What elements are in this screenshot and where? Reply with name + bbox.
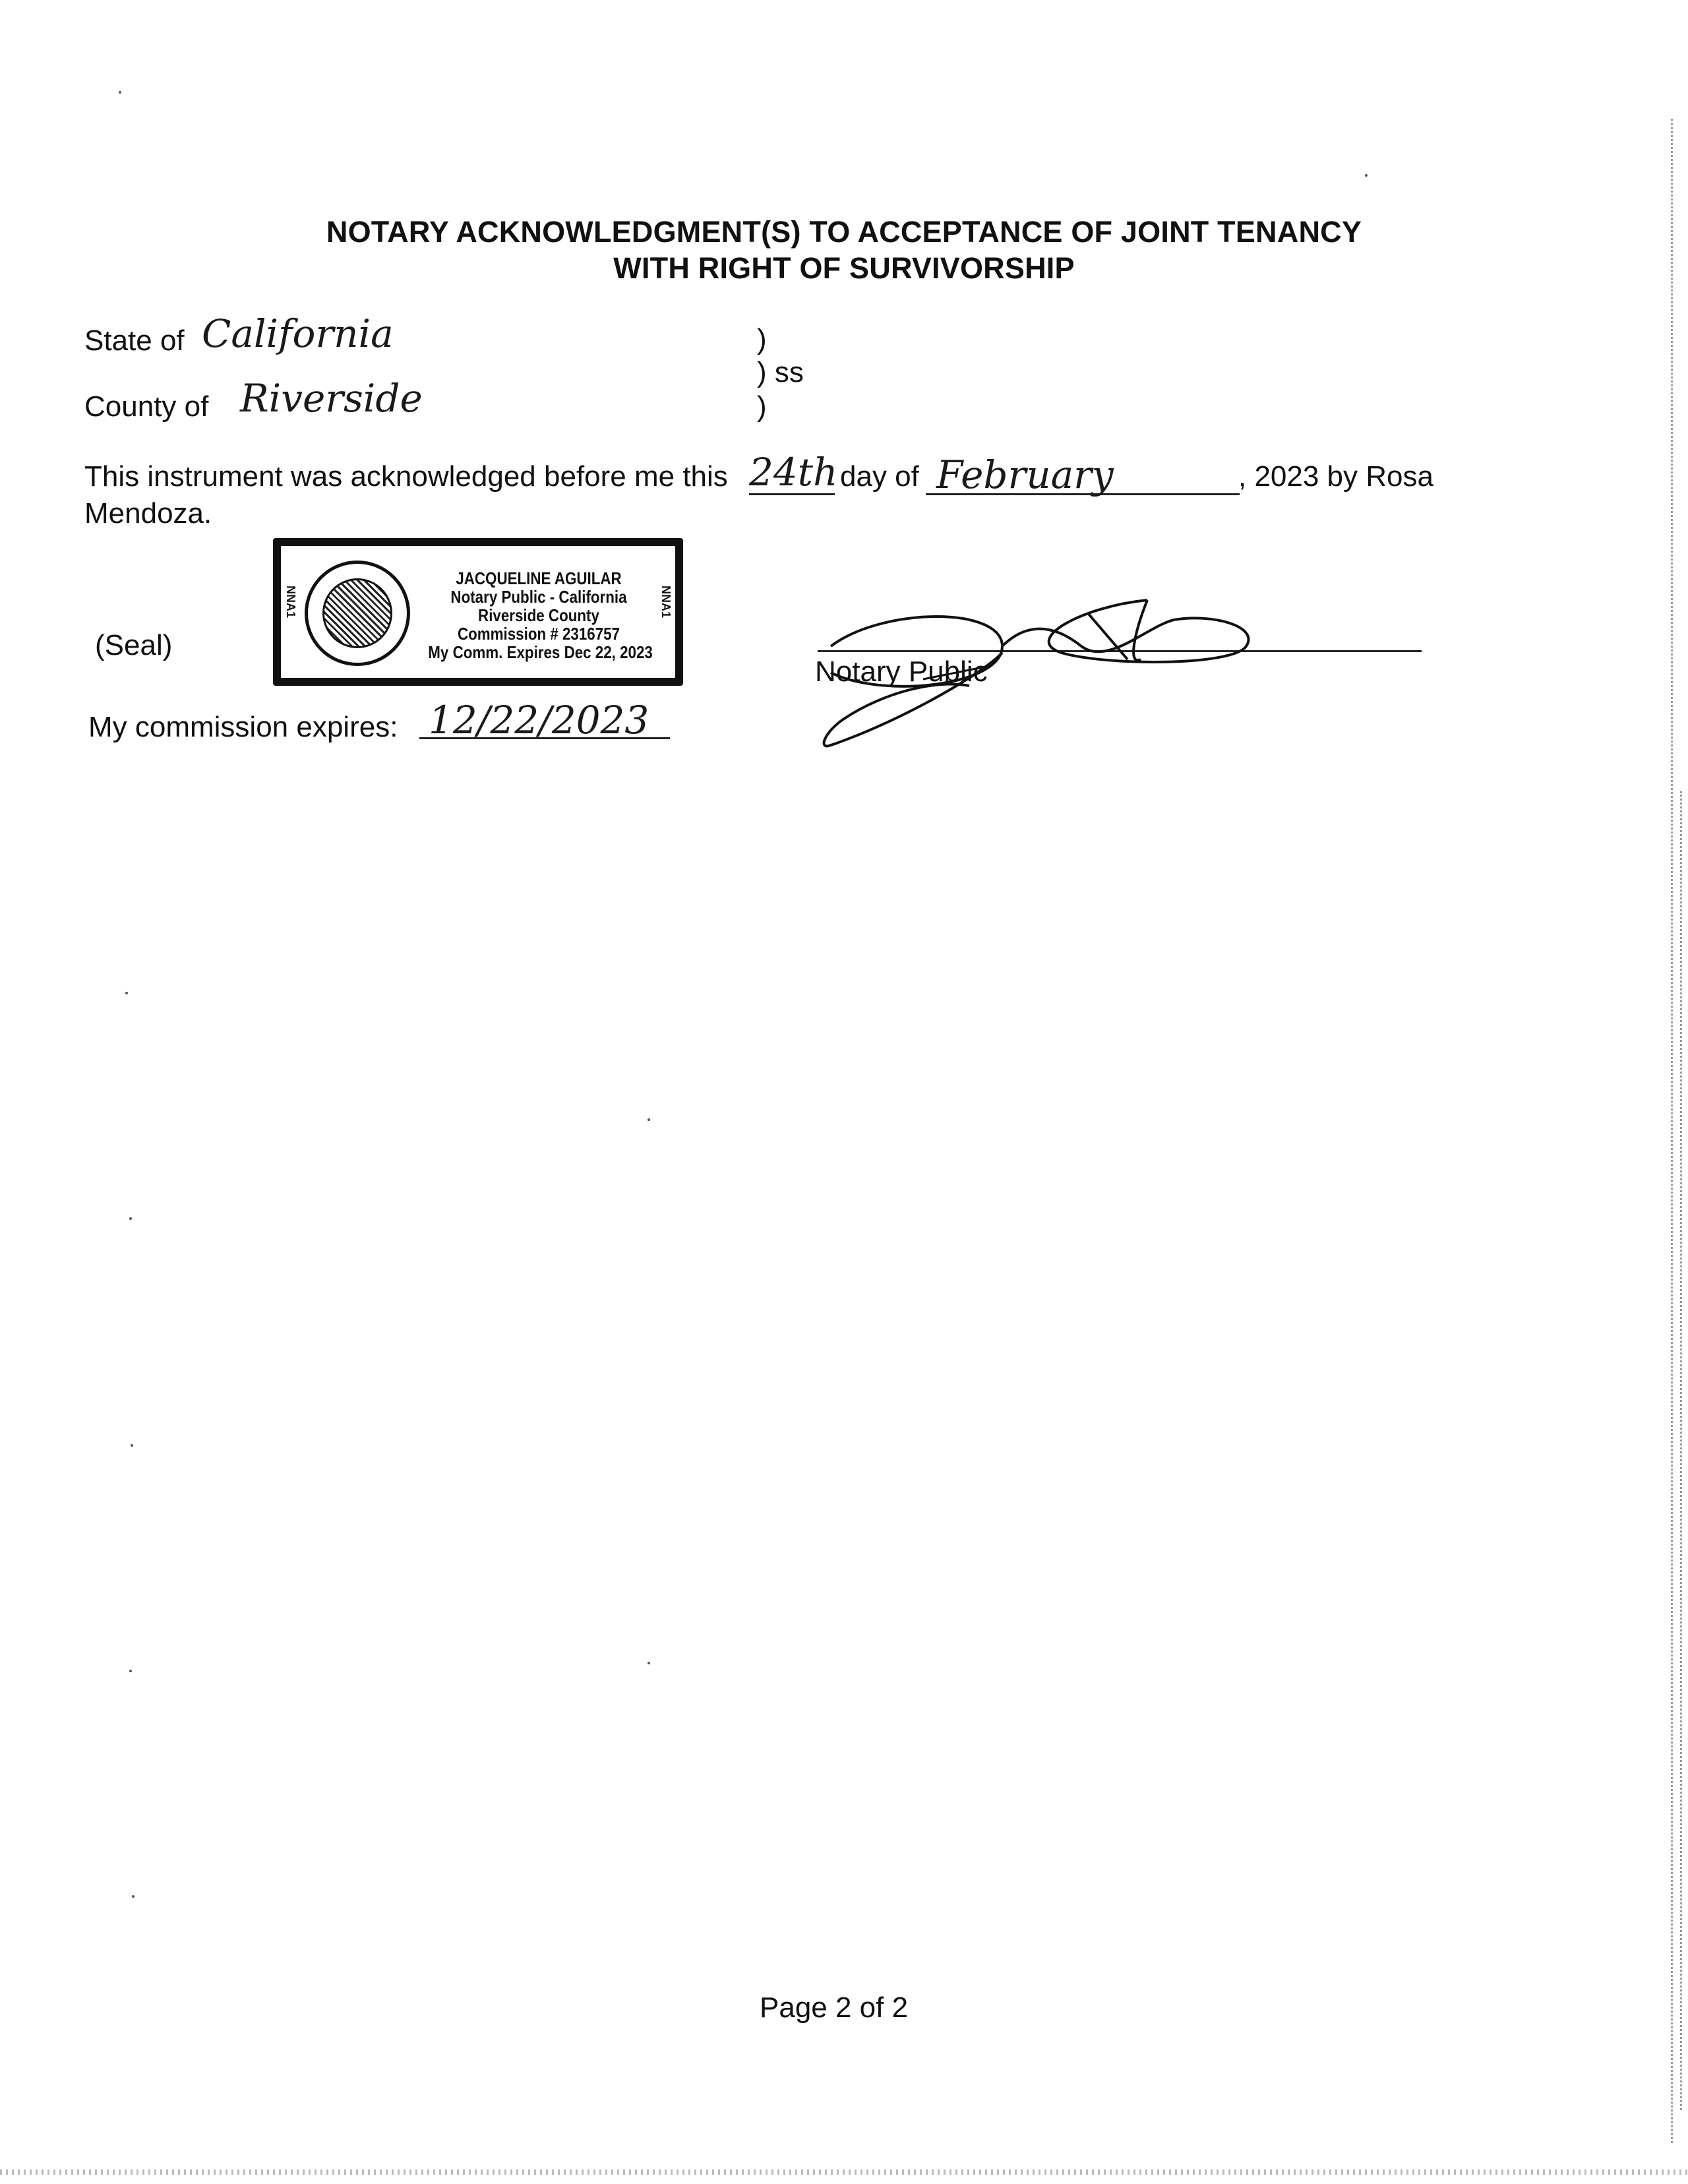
acknowledgment-text-start: This instrument was acknowledged before me this bbox=[84, 460, 728, 493]
commission-expires-label: My commission expires: bbox=[88, 711, 398, 743]
stamp-expiration: My Comm. Expires Dec 22, 2023 bbox=[428, 642, 653, 662]
scan-edge-artifact-2 bbox=[1680, 791, 1682, 2110]
stamp-notary-name: JACQUELINE AGUILAR bbox=[456, 568, 622, 588]
venue-paren-bottom: ) bbox=[757, 390, 767, 423]
seal-label: (Seal) bbox=[95, 629, 173, 661]
scan-speck bbox=[132, 1895, 135, 1898]
scan-edge-artifact bbox=[1671, 119, 1673, 2143]
county-label: County of bbox=[84, 390, 209, 423]
acknowledgment-text-line2: Mendoza. bbox=[84, 497, 212, 530]
day-handwritten-value: 24th bbox=[749, 450, 838, 495]
state-label: State of bbox=[84, 324, 185, 357]
scan-speck bbox=[1365, 174, 1368, 177]
stamp-side-text-left: NNA1 bbox=[284, 586, 297, 619]
month-handwritten-value: February bbox=[936, 452, 1114, 497]
scan-speck bbox=[648, 1662, 650, 1664]
signature-caption: Notary Public bbox=[815, 655, 988, 688]
scan-speck bbox=[129, 1670, 132, 1672]
acknowledgment-year-name: , 2023 by Rosa bbox=[1238, 460, 1433, 493]
stamp-notary-title: Notary Public - California bbox=[450, 587, 627, 607]
scan-bottom-edge bbox=[0, 2169, 1688, 2175]
scan-speck bbox=[129, 1217, 132, 1220]
notary-stamp bbox=[273, 538, 683, 686]
stamp-county: Riverside County bbox=[478, 605, 599, 625]
page-number: Page 2 of 2 bbox=[760, 1991, 909, 2024]
acknowledgment-day-of: day of bbox=[840, 460, 919, 493]
scan-speck bbox=[648, 1118, 650, 1121]
document-subtitle: WITH RIGHT OF SURVIVORSHIP bbox=[613, 251, 1075, 285]
seal-center-emblem bbox=[322, 578, 392, 648]
scan-speck bbox=[131, 1444, 133, 1447]
county-handwritten-value: Riverside bbox=[240, 376, 423, 421]
venue-ss: ) ss bbox=[757, 356, 804, 388]
stamp-side-text-right: NNA1 bbox=[659, 586, 673, 619]
stamp-commission-number: Commission # 2316757 bbox=[457, 624, 620, 644]
commission-expires-handwritten-value: 12/22/2023 bbox=[429, 698, 649, 743]
notary-signature-icon bbox=[804, 567, 1266, 758]
scan-speck bbox=[125, 992, 128, 994]
state-handwritten-value: California bbox=[202, 311, 394, 356]
california-seal-icon bbox=[305, 561, 410, 666]
scan-speck bbox=[119, 91, 121, 94]
document-title: NOTARY ACKNOWLEDGMENT(S) TO ACCEPTANCE OF JOINT TENANCY bbox=[326, 215, 1362, 249]
venue-paren-top: ) bbox=[757, 323, 767, 355]
